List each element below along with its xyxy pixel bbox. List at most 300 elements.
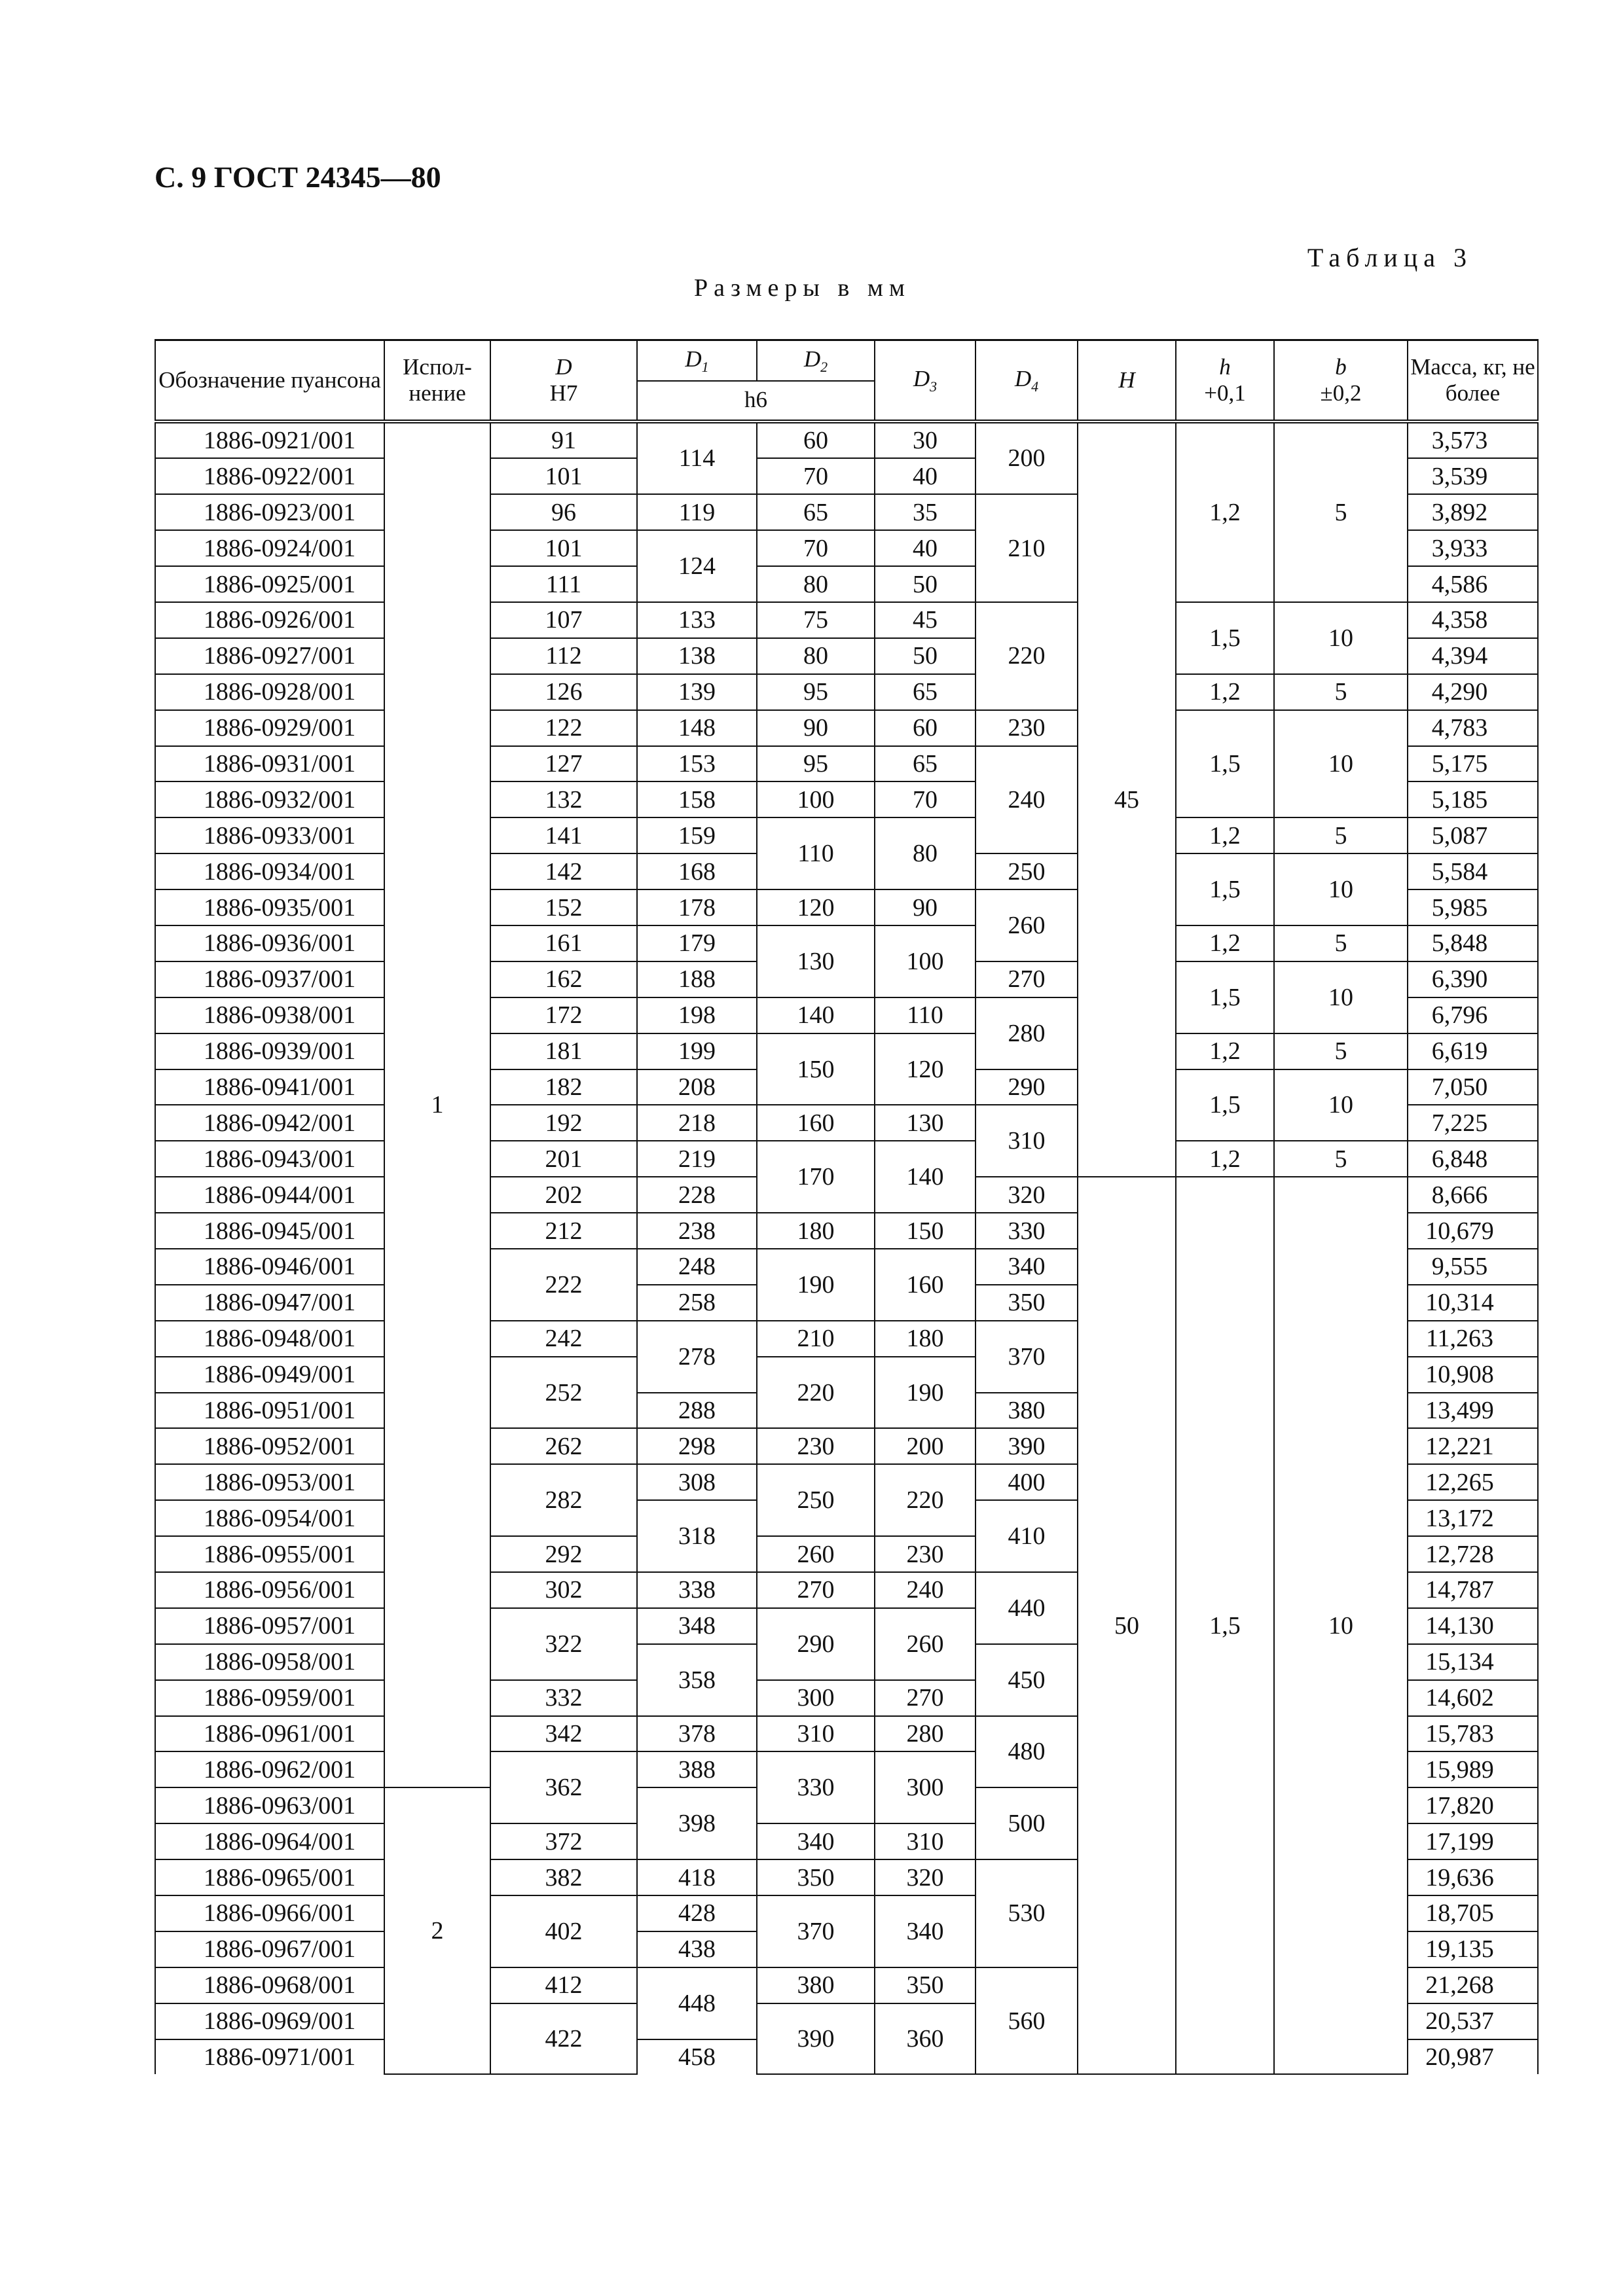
h-small-cell: 1,2 xyxy=(1176,817,1274,853)
d2-cell: 70 xyxy=(757,530,875,566)
designation-cell: 1886-0956/001 xyxy=(155,1572,384,1608)
designation-cell: 1886-0961/001 xyxy=(155,1716,384,1752)
mass-cell: 14,602 xyxy=(1408,1680,1538,1716)
header-execution: Испол-нение xyxy=(384,340,490,422)
d2-cell: 140 xyxy=(757,997,875,1033)
mass-cell: 12,265 xyxy=(1408,1464,1538,1500)
d-cell: 161 xyxy=(490,925,637,961)
h-big-cell: 45 xyxy=(1078,422,1176,1177)
designation-cell: 1886-0963/001 xyxy=(155,1787,384,1823)
designation-cell: 1886-0964/001 xyxy=(155,1823,384,1859)
designation-cell: 1886-0962/001 xyxy=(155,1751,384,1787)
page-title: С. 9 ГОСТ 24345—80 xyxy=(155,160,441,194)
d4-cell: 370 xyxy=(976,1321,1078,1393)
mass-cell: 12,728 xyxy=(1408,1536,1538,1572)
designation-cell: 1886-0954/001 xyxy=(155,1500,384,1536)
d3-cell: 200 xyxy=(875,1428,976,1464)
mass-cell: 13,172 xyxy=(1408,1500,1538,1536)
mass-cell: 6,619 xyxy=(1408,1033,1538,1069)
designation-cell: 1886-0958/001 xyxy=(155,1644,384,1680)
d2-cell: 390 xyxy=(757,2003,875,2075)
d3-cell: 140 xyxy=(875,1141,976,1213)
h-small-cell: 1,2 xyxy=(1176,422,1274,602)
d4-cell: 270 xyxy=(976,961,1078,997)
d2-cell: 210 xyxy=(757,1321,875,1357)
units-caption: Размеры в мм xyxy=(694,274,911,302)
designation-cell: 1886-0971/001 xyxy=(155,2039,384,2075)
designation-cell: 1886-0934/001 xyxy=(155,853,384,889)
b-cell: 5 xyxy=(1274,1033,1408,1069)
h-small-cell: 1,5 xyxy=(1176,961,1274,1033)
d3-cell: 40 xyxy=(875,530,976,566)
d-cell: 422 xyxy=(490,2003,637,2075)
d3-cell: 30 xyxy=(875,422,976,459)
d1-cell: 398 xyxy=(637,1787,757,1859)
b-cell: 10 xyxy=(1274,853,1408,925)
table-row xyxy=(155,602,1538,638)
table-row xyxy=(155,817,1538,853)
d1-cell: 388 xyxy=(637,1751,757,1787)
d4-cell: 320 xyxy=(976,1177,1078,1213)
table-row xyxy=(155,1033,1538,1069)
d3-cell: 220 xyxy=(875,1464,976,1536)
mass-cell: 6,796 xyxy=(1408,997,1538,1033)
header-h-small: h +0,1 xyxy=(1176,340,1274,422)
d2-cell: 220 xyxy=(757,1357,875,1429)
d2-cell: 250 xyxy=(757,1464,875,1536)
header-h-big: H xyxy=(1078,340,1176,422)
d1-cell: 308 xyxy=(637,1464,757,1500)
d1-cell: 153 xyxy=(637,746,757,782)
d4-cell: 450 xyxy=(976,1644,1078,1716)
d3-cell: 60 xyxy=(875,710,976,746)
d-cell: 302 xyxy=(490,1572,637,1608)
d1-cell: 188 xyxy=(637,961,757,997)
d4-cell: 440 xyxy=(976,1572,1078,1644)
mass-cell: 5,087 xyxy=(1408,817,1538,853)
d2-cell: 130 xyxy=(757,925,875,997)
d2-cell: 190 xyxy=(757,1249,875,1321)
mass-cell: 10,314 xyxy=(1408,1285,1538,1321)
d2-cell: 70 xyxy=(757,458,875,494)
d-cell: 212 xyxy=(490,1213,637,1249)
d2-cell: 65 xyxy=(757,494,875,530)
d-cell: 342 xyxy=(490,1716,637,1752)
mass-cell: 4,394 xyxy=(1408,638,1538,674)
d1-cell: 228 xyxy=(637,1177,757,1213)
d3-cell: 50 xyxy=(875,638,976,674)
mass-cell: 7,225 xyxy=(1408,1105,1538,1141)
header-mass: Масса, кг, не более xyxy=(1408,340,1538,422)
d3-cell: 110 xyxy=(875,997,976,1033)
designation-cell: 1886-0953/001 xyxy=(155,1464,384,1500)
d3-cell: 320 xyxy=(875,1859,976,1895)
d-cell: 141 xyxy=(490,817,637,853)
d3-cell: 300 xyxy=(875,1751,976,1823)
d2-cell: 75 xyxy=(757,602,875,638)
d-cell: 127 xyxy=(490,746,637,782)
designation-cell: 1886-0948/001 xyxy=(155,1321,384,1357)
d1-cell: 448 xyxy=(637,1967,757,2039)
designation-cell: 1886-0945/001 xyxy=(155,1213,384,1249)
d4-cell: 260 xyxy=(976,889,1078,961)
d3-cell: 240 xyxy=(875,1572,976,1608)
d1-cell: 338 xyxy=(637,1572,757,1608)
d2-cell: 170 xyxy=(757,1141,875,1213)
mass-cell: 4,290 xyxy=(1408,674,1538,710)
d3-cell: 280 xyxy=(875,1716,976,1752)
d4-cell: 340 xyxy=(976,1249,1078,1285)
designation-cell: 1886-0952/001 xyxy=(155,1428,384,1464)
d-cell: 292 xyxy=(490,1536,637,1572)
d1-cell: 288 xyxy=(637,1393,757,1429)
b-cell: 10 xyxy=(1274,961,1408,1033)
designation-cell: 1886-0949/001 xyxy=(155,1357,384,1393)
d-cell: 172 xyxy=(490,997,637,1033)
header-d2: $D_2$ xyxy=(757,340,875,381)
d3-cell: 100 xyxy=(875,925,976,997)
d3-cell: 90 xyxy=(875,889,976,925)
d2-cell: 370 xyxy=(757,1895,875,1967)
d1-cell: 258 xyxy=(637,1285,757,1321)
d1-cell: 438 xyxy=(637,1931,757,1967)
header-h6-tolerance: h6 xyxy=(637,381,875,422)
d3-cell: 230 xyxy=(875,1536,976,1572)
d1-cell: 458 xyxy=(637,2039,757,2075)
designation-cell: 1886-0932/001 xyxy=(155,781,384,817)
d2-cell: 80 xyxy=(757,638,875,674)
d1-cell: 179 xyxy=(637,925,757,961)
d2-cell: 310 xyxy=(757,1716,875,1752)
designation-cell: 1886-0924/001 xyxy=(155,530,384,566)
d1-cell: 199 xyxy=(637,1033,757,1069)
mass-cell: 15,134 xyxy=(1408,1644,1538,1680)
b-cell: 5 xyxy=(1274,1141,1408,1177)
d-cell: 152 xyxy=(490,889,637,925)
d-cell: 242 xyxy=(490,1321,637,1357)
designation-cell: 1886-0923/001 xyxy=(155,494,384,530)
table-row xyxy=(155,422,1538,459)
mass-cell: 21,268 xyxy=(1408,1967,1538,2003)
d2-cell: 180 xyxy=(757,1213,875,1249)
d2-cell: 350 xyxy=(757,1859,875,1895)
d2-cell: 340 xyxy=(757,1823,875,1859)
execution-cell: 2 xyxy=(384,1787,490,2074)
mass-cell: 15,989 xyxy=(1408,1751,1538,1787)
d1-cell: 278 xyxy=(637,1321,757,1393)
d3-cell: 160 xyxy=(875,1249,976,1321)
d2-cell: 270 xyxy=(757,1572,875,1608)
d-cell: 282 xyxy=(490,1464,637,1536)
d2-cell: 380 xyxy=(757,1967,875,2003)
d1-cell: 139 xyxy=(637,674,757,710)
d-cell: 222 xyxy=(490,1249,637,1321)
punch-dimensions-table xyxy=(155,339,1539,2075)
mass-cell: 5,175 xyxy=(1408,746,1538,782)
d1-cell: 138 xyxy=(637,638,757,674)
designation-cell: 1886-0965/001 xyxy=(155,1859,384,1895)
d-cell: 112 xyxy=(490,638,637,674)
d3-cell: 350 xyxy=(875,1967,976,2003)
d4-cell: 380 xyxy=(976,1393,1078,1429)
mass-cell: 20,537 xyxy=(1408,2003,1538,2039)
b-cell: 5 xyxy=(1274,925,1408,961)
mass-cell: 5,185 xyxy=(1408,781,1538,817)
d2-cell: 300 xyxy=(757,1680,875,1716)
d3-cell: 35 xyxy=(875,494,976,530)
d-cell: 111 xyxy=(490,566,637,602)
d3-cell: 80 xyxy=(875,817,976,889)
h-small-cell: 1,5 xyxy=(1176,853,1274,925)
d3-cell: 70 xyxy=(875,781,976,817)
designation-cell: 1886-0928/001 xyxy=(155,674,384,710)
mass-cell: 17,820 xyxy=(1408,1787,1538,1823)
d2-cell: 60 xyxy=(757,422,875,459)
d3-cell: 45 xyxy=(875,602,976,638)
d-cell: 262 xyxy=(490,1428,637,1464)
d4-cell: 280 xyxy=(976,997,1078,1069)
mass-cell: 4,358 xyxy=(1408,602,1538,638)
designation-cell: 1886-0926/001 xyxy=(155,602,384,638)
h-small-cell: 1,2 xyxy=(1176,674,1274,710)
designation-cell: 1886-0946/001 xyxy=(155,1249,384,1285)
d-cell: 202 xyxy=(490,1177,637,1213)
designation-cell: 1886-0938/001 xyxy=(155,997,384,1033)
mass-cell: 11,263 xyxy=(1408,1321,1538,1357)
d2-cell: 230 xyxy=(757,1428,875,1464)
d-cell: 126 xyxy=(490,674,637,710)
table-label: Таблица 3 xyxy=(1307,243,1472,272)
d4-cell: 220 xyxy=(976,602,1078,710)
designation-cell: 1886-0941/001 xyxy=(155,1069,384,1105)
mass-cell: 19,636 xyxy=(1408,1859,1538,1895)
b-cell: 10 xyxy=(1274,710,1408,818)
d1-cell: 198 xyxy=(637,997,757,1033)
mass-cell: 10,908 xyxy=(1408,1357,1538,1393)
mass-cell: 17,199 xyxy=(1408,1823,1538,1859)
designation-cell: 1886-0942/001 xyxy=(155,1105,384,1141)
d1-cell: 114 xyxy=(637,422,757,495)
d-cell: 132 xyxy=(490,781,637,817)
mass-cell: 5,584 xyxy=(1408,853,1538,889)
d2-cell: 260 xyxy=(757,1536,875,1572)
d3-cell: 40 xyxy=(875,458,976,494)
d2-cell: 80 xyxy=(757,566,875,602)
d-cell: 382 xyxy=(490,1859,637,1895)
d1-cell: 348 xyxy=(637,1608,757,1644)
mass-cell: 13,499 xyxy=(1408,1393,1538,1429)
designation-cell: 1886-0969/001 xyxy=(155,2003,384,2039)
d4-cell: 390 xyxy=(976,1428,1078,1464)
d-cell: 372 xyxy=(490,1823,637,1859)
d-cell: 142 xyxy=(490,853,637,889)
d-cell: 322 xyxy=(490,1608,637,1680)
mass-cell: 5,985 xyxy=(1408,889,1538,925)
b-cell: 5 xyxy=(1274,674,1408,710)
mass-cell: 3,892 xyxy=(1408,494,1538,530)
d4-cell: 210 xyxy=(976,494,1078,602)
d1-cell: 178 xyxy=(637,889,757,925)
d-cell: 182 xyxy=(490,1069,637,1105)
mass-cell: 14,130 xyxy=(1408,1608,1538,1644)
table-row xyxy=(155,710,1538,746)
mass-cell: 6,390 xyxy=(1408,961,1538,997)
designation-cell: 1886-0947/001 xyxy=(155,1285,384,1321)
designation-cell: 1886-0937/001 xyxy=(155,961,384,997)
h-small-cell: 1,2 xyxy=(1176,1033,1274,1069)
mass-cell: 9,555 xyxy=(1408,1249,1538,1285)
d3-cell: 180 xyxy=(875,1321,976,1357)
d-cell: 101 xyxy=(490,530,637,566)
header-d1: $D_1$ xyxy=(637,340,757,381)
header-b: b ±0,2 xyxy=(1274,340,1408,422)
d4-cell: 350 xyxy=(976,1285,1078,1321)
d4-cell: 310 xyxy=(976,1105,1078,1177)
d1-cell: 133 xyxy=(637,602,757,638)
d-cell: 107 xyxy=(490,602,637,638)
mass-cell: 4,783 xyxy=(1408,710,1538,746)
mass-cell: 15,783 xyxy=(1408,1716,1538,1752)
table-row xyxy=(155,674,1538,710)
d3-cell: 150 xyxy=(875,1213,976,1249)
d3-cell: 340 xyxy=(875,1895,976,1967)
mass-cell: 5,848 xyxy=(1408,925,1538,961)
d4-cell: 530 xyxy=(976,1859,1078,1967)
d2-cell: 150 xyxy=(757,1033,875,1105)
d-cell: 122 xyxy=(490,710,637,746)
d1-cell: 168 xyxy=(637,853,757,889)
d-cell: 162 xyxy=(490,961,637,997)
d-cell: 252 xyxy=(490,1357,637,1429)
mass-cell: 19,135 xyxy=(1408,1931,1538,1967)
d4-cell: 200 xyxy=(976,422,1078,495)
d3-cell: 50 xyxy=(875,566,976,602)
designation-cell: 1886-0957/001 xyxy=(155,1608,384,1644)
d-cell: 362 xyxy=(490,1751,637,1823)
h-small-cell: 1,5 xyxy=(1176,710,1274,818)
h-small-cell: 1,2 xyxy=(1176,925,1274,961)
d3-cell: 190 xyxy=(875,1357,976,1429)
h-small-cell: 1,5 xyxy=(1176,602,1274,674)
d1-cell: 158 xyxy=(637,781,757,817)
d1-cell: 119 xyxy=(637,494,757,530)
designation-cell: 1886-0959/001 xyxy=(155,1680,384,1716)
h-small-cell: 1,5 xyxy=(1176,1069,1274,1141)
designation-cell: 1886-0935/001 xyxy=(155,889,384,925)
designation-cell: 1886-0933/001 xyxy=(155,817,384,853)
d2-cell: 160 xyxy=(757,1105,875,1141)
d-cell: 412 xyxy=(490,1967,637,2003)
d1-cell: 148 xyxy=(637,710,757,746)
d1-cell: 428 xyxy=(637,1895,757,1931)
designation-cell: 1886-0943/001 xyxy=(155,1141,384,1177)
mass-cell: 3,539 xyxy=(1408,458,1538,494)
d1-cell: 159 xyxy=(637,817,757,853)
d2-cell: 290 xyxy=(757,1608,875,1680)
table-row xyxy=(155,1141,1538,1177)
designation-cell: 1886-0939/001 xyxy=(155,1033,384,1069)
execution-cell: 1 xyxy=(384,422,490,1788)
designation-cell: 1886-0944/001 xyxy=(155,1177,384,1213)
d2-cell: 95 xyxy=(757,674,875,710)
header-d3: $D_3$ xyxy=(875,340,976,422)
d-cell: 332 xyxy=(490,1680,637,1716)
d3-cell: 310 xyxy=(875,1823,976,1859)
d2-cell: 330 xyxy=(757,1751,875,1823)
d1-cell: 298 xyxy=(637,1428,757,1464)
d4-cell: 230 xyxy=(976,710,1078,746)
d4-cell: 250 xyxy=(976,853,1078,889)
d1-cell: 238 xyxy=(637,1213,757,1249)
h-small-cell: 1,5 xyxy=(1176,1177,1274,2074)
mass-cell: 20,987 xyxy=(1408,2039,1538,2075)
mass-cell: 3,573 xyxy=(1408,422,1538,459)
mass-cell: 14,787 xyxy=(1408,1572,1538,1608)
d4-cell: 480 xyxy=(976,1716,1078,1788)
mass-cell: 4,586 xyxy=(1408,566,1538,602)
d3-cell: 120 xyxy=(875,1033,976,1105)
designation-cell: 1886-0925/001 xyxy=(155,566,384,602)
designation-cell: 1886-0966/001 xyxy=(155,1895,384,1931)
designation-cell: 1886-0921/001 xyxy=(155,422,384,459)
d2-cell: 90 xyxy=(757,710,875,746)
d-cell: 201 xyxy=(490,1141,637,1177)
b-cell: 10 xyxy=(1274,602,1408,674)
d-cell: 101 xyxy=(490,458,637,494)
mass-cell: 7,050 xyxy=(1408,1069,1538,1105)
h-small-cell: 1,2 xyxy=(1176,1141,1274,1177)
designation-cell: 1886-0922/001 xyxy=(155,458,384,494)
d4-cell: 500 xyxy=(976,1787,1078,1859)
designation-cell: 1886-0929/001 xyxy=(155,710,384,746)
designation-cell: 1886-0931/001 xyxy=(155,746,384,782)
d1-cell: 318 xyxy=(637,1500,757,1572)
d3-cell: 260 xyxy=(875,1608,976,1680)
d4-cell: 400 xyxy=(976,1464,1078,1500)
d4-cell: 290 xyxy=(976,1069,1078,1105)
d2-cell: 110 xyxy=(757,817,875,889)
d2-cell: 95 xyxy=(757,746,875,782)
mass-cell: 8,666 xyxy=(1408,1177,1538,1213)
d3-cell: 65 xyxy=(875,674,976,710)
mass-cell: 3,933 xyxy=(1408,530,1538,566)
b-cell: 10 xyxy=(1274,1069,1408,1141)
d1-cell: 208 xyxy=(637,1069,757,1105)
header-d: D H7 xyxy=(490,340,637,422)
d-cell: 91 xyxy=(490,422,637,459)
h-big-cell: 50 xyxy=(1078,1177,1176,2074)
d2-cell: 120 xyxy=(757,889,875,925)
d1-cell: 378 xyxy=(637,1716,757,1752)
mass-cell: 12,221 xyxy=(1408,1428,1538,1464)
designation-cell: 1886-0951/001 xyxy=(155,1393,384,1429)
d1-cell: 219 xyxy=(637,1141,757,1177)
d4-cell: 410 xyxy=(976,1500,1078,1572)
d3-cell: 270 xyxy=(875,1680,976,1716)
d2-cell: 100 xyxy=(757,781,875,817)
d3-cell: 130 xyxy=(875,1105,976,1141)
b-cell: 5 xyxy=(1274,422,1408,602)
designation-cell: 1886-0968/001 xyxy=(155,1967,384,2003)
designation-cell: 1886-0955/001 xyxy=(155,1536,384,1572)
header-designation: Обозначение пуансона xyxy=(155,340,384,422)
table-row xyxy=(155,925,1538,961)
d1-cell: 124 xyxy=(637,530,757,602)
d3-cell: 360 xyxy=(875,2003,976,2075)
mass-cell: 10,679 xyxy=(1408,1213,1538,1249)
d-cell: 181 xyxy=(490,1033,637,1069)
d1-cell: 358 xyxy=(637,1644,757,1716)
